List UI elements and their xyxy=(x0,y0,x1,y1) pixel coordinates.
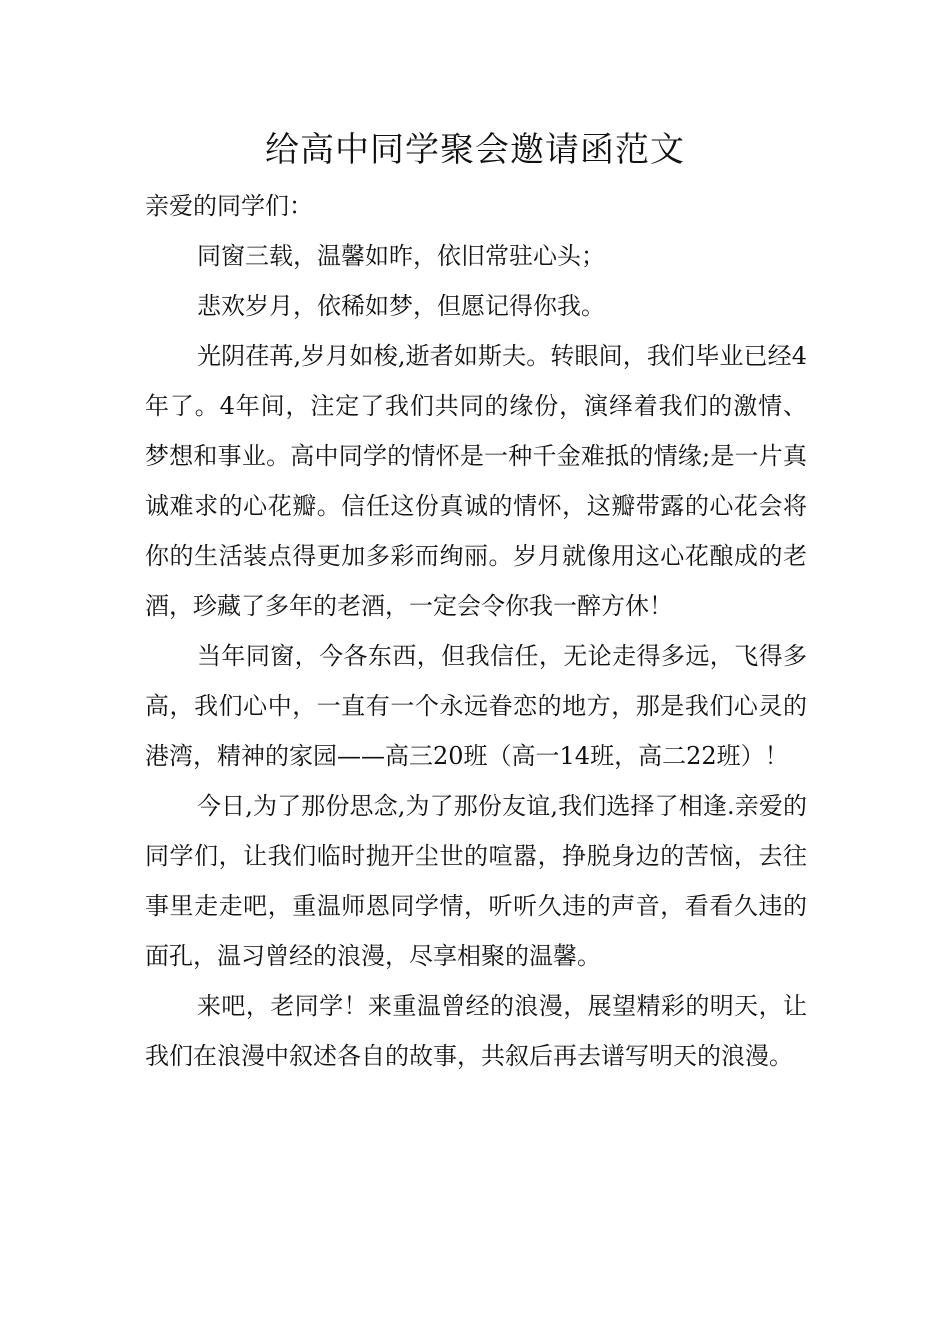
paragraph-1: 同窗三载，温馨如昨，依旧常驻心头； xyxy=(197,242,605,270)
paragraph-5: 今日,为了那份思念,为了那份友谊,我们选择了相逢.亲爱的同学们，让我们临时抛开尘世的喧嚣，挣脱身边的苦恼，去往事里走走吧，重温师恩同学情，听听久违的声音，看看久违的面孔，温习曾经的浪漫，尽享相聚的温馨。 xyxy=(145,792,807,970)
document-body xyxy=(145,181,807,1081)
paragraph-2: 悲欢岁月，依稀如梦，但愿记得你我。 xyxy=(197,292,605,320)
document-title: 给高中同学聚会邀请函范文 xyxy=(265,130,685,170)
paragraph-4: 当年同窗，今各东西，但我信任，无论走得多远，飞得多高，我们心中，一直有一个永远眷恋的地方，那是我们心灵的港湾，精神的家园——高三20班（高一14班，高二22班）！ xyxy=(145,642,807,770)
salutation: 亲爱的同学们： xyxy=(145,192,313,220)
paragraph-6: 来吧，老同学！来重温曾经的浪漫，展望精彩的明天，让我们在浪漫中叙述各自的故事，共叙后再去谱写明天的浪漫。 xyxy=(145,992,807,1070)
paragraph-3: 光阴荏苒,岁月如梭,逝者如斯夫。转眼间，我们毕业已经4年了。4年间，注定了我们共同的缘份，演绎着我们的激情、梦想和事业。高中同学的情怀是一种千金难抵的情缘;是一片真诚难求的心花瓣。信任这份真诚的情怀，这瓣带露的心花会将你的生活装点得更加多彩而绚丽。岁月就像用这心花酿成的老酒，珍藏了多年的老酒，一定会令你我一醉方休！ xyxy=(145,342,807,620)
